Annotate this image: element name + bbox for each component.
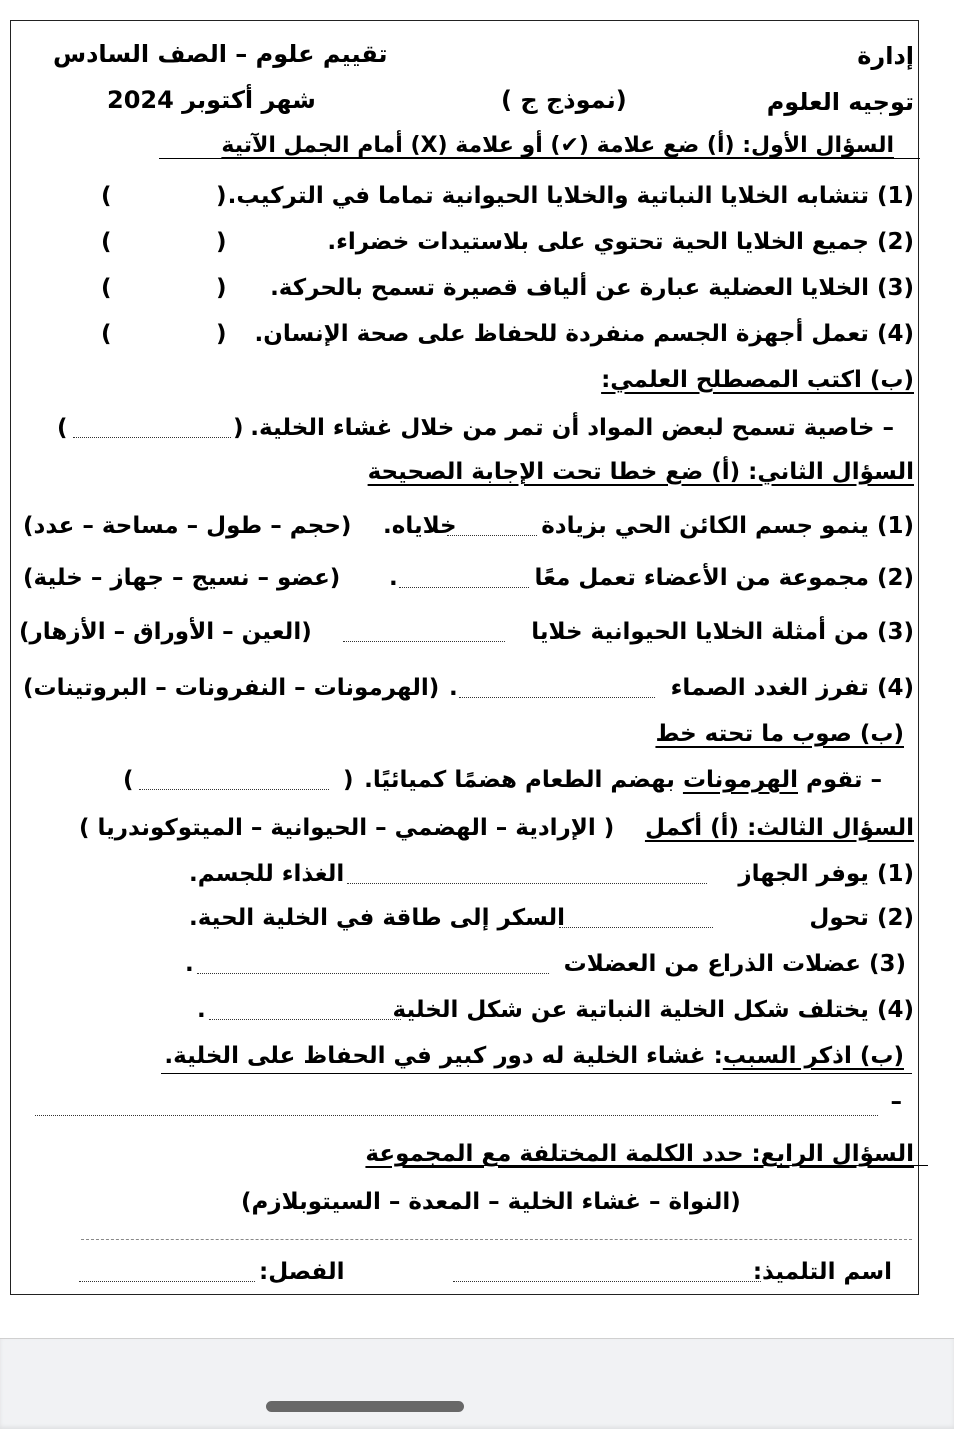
q2-item-3-blank[interactable] — [343, 623, 505, 642]
q1-b-answer-field[interactable] — [73, 419, 231, 438]
q3-title: السؤال الثالث: (أ) أكمل — [644, 815, 914, 841]
q3-b-answer-field[interactable] — [35, 1097, 878, 1116]
q3-item-3-blank[interactable] — [197, 955, 549, 974]
q2-item-4-after: . — [449, 675, 458, 701]
header-model: (نموذج ج ) — [501, 86, 627, 114]
bottom-navigation-area — [0, 1338, 954, 1429]
q2-b-title: (ب) صوب ما تحته خط — [655, 721, 904, 747]
q1-item-1: (1) تتشابه الخلايا النباتية والخلايا الحيوانية تماما في التركيب. — [227, 183, 914, 209]
header-admin: إدارة — [857, 42, 914, 70]
q2-b-answer-close: ) — [123, 767, 134, 793]
q3-item-3-before: (3) عضلات الذراع من العضلات — [563, 951, 906, 977]
q3-b-text: : غشاء الخلية له دور كبير في الحفاظ على الخلية. — [164, 1043, 723, 1069]
q1-answer-1-open: ( — [216, 183, 227, 209]
q2-item-2-after: . — [389, 565, 398, 591]
home-indicator[interactable] — [266, 1401, 464, 1412]
q4-group: (النواة – غشاء الخلية – المعدة – السيتوبلازم) — [241, 1189, 741, 1215]
q3-item-1-blank[interactable] — [347, 865, 707, 884]
q2-item-2-choices: (عضو – نسيج – جهاز – خلية) — [23, 565, 341, 591]
q2-title: السؤال الثاني: (أ) ضع خطا تحت الإجابة الصحيحة — [367, 459, 914, 485]
exam-sheet — [10, 20, 919, 1295]
q3-item-2-after: السكر إلى طاقة في الخلية الحية. — [189, 905, 566, 931]
q3-word-bank: ( الإرادية – الهضمي – الحيوانية – الميتوكوندريا ) — [79, 815, 615, 841]
q2-b-answer-open: ( — [343, 767, 354, 793]
q2-b-item — [364, 763, 882, 797]
q4-title-rule — [397, 1165, 928, 1166]
q3-item-2-blank[interactable] — [559, 909, 713, 928]
q2-item-1-choices: (حجم – طول – مساحة – عدد) — [23, 513, 352, 539]
q3-item-3-after: . — [185, 951, 194, 977]
q1-answer-2-open: ( — [216, 229, 227, 255]
q1-answer-4-open: ( — [216, 321, 227, 347]
q3-b-dash: – — [890, 1089, 902, 1115]
q1-b-answer-open: ( — [233, 415, 244, 441]
header-guidance: توجيه العلوم — [766, 88, 914, 116]
q2-item-4-blank[interactable] — [459, 679, 655, 698]
q2-item-2-blank[interactable] — [399, 569, 529, 588]
student-name-field[interactable] — [453, 1263, 761, 1282]
q2-item-3-stem: (3) من أمثلة الخلايا الحيوانية خلايا — [531, 619, 914, 645]
q1-title-rule — [159, 158, 920, 159]
q1-b-title: (ب) اكتب المصطلح العلمي: — [601, 367, 914, 393]
q2-item-1-after: خلاياه. — [383, 513, 457, 539]
q2-item-1-blank[interactable] — [447, 517, 537, 536]
q1-item-4: (4) تعمل أجهزة الجسم منفردة للحفاظ على صحة الإنسان. — [254, 321, 914, 347]
q2-b-item-suffix: بهضم الطعام هضمًا كميائيًا. — [364, 767, 675, 793]
q2-item-4-stem: (4) تفرز الغدد الصماء — [670, 675, 914, 701]
q1-answer-3-open: ( — [216, 275, 227, 301]
q1-b-answer-close: ) — [57, 415, 68, 441]
q1-answer-1-close: ) — [101, 183, 112, 209]
q3-item-1-before: (1) يوفر الجهاز — [738, 861, 914, 887]
q1-item-3: (3) الخلايا العضلية عبارة عن ألياف قصيرة تسمح بالحركة. — [270, 275, 914, 301]
q1-item-2: (2) جميع الخلايا الحية تحتوي على بلاستيدات خضراء. — [327, 229, 914, 255]
q2-item-3-choices: (العين – الأوراق – الأزهار) — [19, 619, 312, 645]
q1-answer-4-close: ) — [101, 321, 112, 347]
student-name-label: اسم التلميذ: — [752, 1259, 892, 1285]
q3-item-1-after: الغذاء للجسم. — [189, 861, 345, 887]
q2-b-item-underlined: الهرمونات — [682, 767, 798, 793]
q2-item-1-stem: (1) ينمو جسم الكائن الحي بزيادة — [541, 513, 914, 539]
q3-item-2-before: (2) تحول — [809, 905, 914, 931]
class-label: الفصل: — [259, 1259, 345, 1285]
header-subject-grade: تقييم علوم – الصف السادس — [53, 40, 388, 68]
header-month: شهر أكتوبر 2024 — [107, 86, 316, 114]
q2-item-4-choices: (الهرمونات – النفرونات – البروتينات) — [23, 675, 440, 701]
q3-b-rule — [161, 1073, 912, 1074]
q2-b-answer-field[interactable] — [139, 771, 329, 790]
q3-item-4-before: (4) يختلف شكل الخلية النباتية عن شكل الخلية — [392, 997, 914, 1023]
q1-answer-2-close: ) — [101, 229, 112, 255]
q3-item-4-blank[interactable] — [209, 1001, 401, 1020]
q2-b-item-prefix: – تقوم — [806, 767, 882, 793]
q3-b — [164, 1039, 904, 1073]
q1-answer-3-close: ) — [101, 275, 112, 301]
q1-b-item: – خاصية تسمح لبعض المواد أن تمر من خلال غشاء الخلية. — [250, 415, 894, 441]
q4-title: السؤال الرابع: حدد الكلمة المختلفة مع المجموعة — [365, 1141, 914, 1167]
q3-item-4-after: . — [197, 997, 206, 1023]
q1-title: السؤال الأول: (أ) ضع علامة (✔) أو علامة (X) أمام الجمل الآتية — [221, 133, 894, 158]
dashed-divider — [81, 1239, 912, 1240]
class-field[interactable] — [79, 1263, 255, 1282]
q2-item-2-stem: (2) مجموعة من الأعضاء تعمل معًا — [534, 565, 914, 591]
q3-b-label: (ب) اذكر السبب — [722, 1043, 904, 1069]
